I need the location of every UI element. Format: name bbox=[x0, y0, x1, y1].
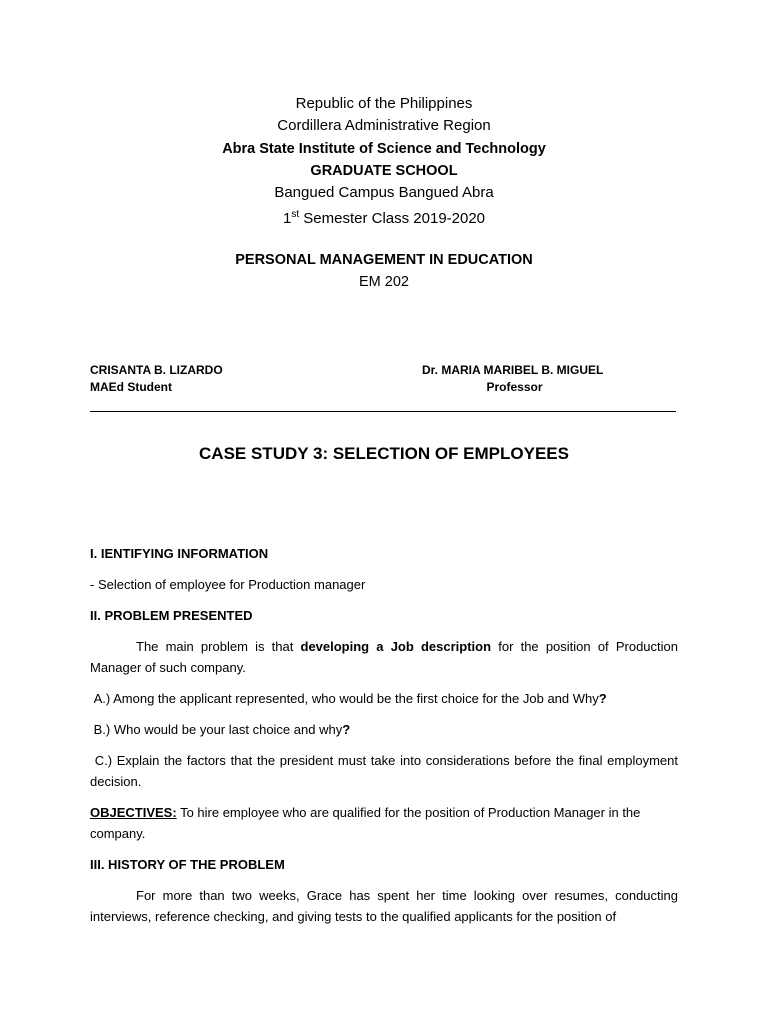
section-2-heading: II. PROBLEM PRESENTED bbox=[90, 608, 253, 623]
problem-text-end: for the position of Production Manager of such company. bbox=[90, 639, 678, 675]
professor-role: Professor bbox=[486, 380, 543, 394]
header-campus: Bangued Campus Bangued Abra bbox=[274, 184, 494, 202]
header-country: Republic of the Philippines bbox=[295, 95, 473, 112]
section-1-text: - Selection of employee for Production manager bbox=[90, 577, 366, 592]
objectives-text: To hire employee who are qualified for the position of Production Manager in the company. bbox=[90, 805, 641, 841]
question-a-mark: ? bbox=[598, 691, 607, 706]
header-institution: Abra State Institute of Science and Technology bbox=[222, 140, 546, 157]
objectives-label: OBJECTIVES: bbox=[90, 805, 177, 820]
question-b-text: B.) Who would be your last choice and why bbox=[93, 722, 343, 737]
professor-block bbox=[422, 362, 607, 396]
header-region: Cordillera Administrative Region bbox=[277, 117, 491, 135]
question-a bbox=[90, 688, 678, 709]
section-1-heading: I. IENTIFYING INFORMATION bbox=[90, 546, 269, 561]
problem-text-start: The main problem is that bbox=[136, 639, 301, 654]
problem-paragraph bbox=[90, 636, 678, 678]
semester-superscript: st bbox=[291, 209, 300, 221]
header-school: GRADUATE SCHOOL bbox=[310, 162, 458, 179]
section-3-heading: III. HISTORY OF THE PROBLEM bbox=[90, 857, 285, 872]
question-c-text: C.) Explain the factors that the president must take into considerations before the final employment decision. bbox=[90, 753, 678, 789]
document-body bbox=[90, 543, 678, 937]
document-header bbox=[0, 93, 768, 231]
semester-text: Semester Class 2019-2020 bbox=[299, 210, 486, 228]
divider-line bbox=[90, 411, 676, 412]
problem-text-bold: developing a Job description bbox=[300, 639, 492, 654]
history-paragraph: For more than two weeks, Grace has spent her time looking over resumes, conducting interviews, reference checking, and giving tests to the qualified applicants for the position of bbox=[90, 888, 678, 924]
objectives-paragraph bbox=[90, 802, 678, 844]
question-c bbox=[90, 750, 678, 792]
student-block bbox=[90, 362, 223, 396]
course-code: EM 202 bbox=[359, 274, 409, 290]
semester-number: 1 bbox=[282, 210, 292, 228]
question-b bbox=[90, 719, 678, 740]
student-name: CRISANTA B. LIZARDO bbox=[90, 363, 223, 377]
course-title: PERSONAL MANAGEMENT IN EDUCATION bbox=[235, 252, 533, 268]
case-study-title: CASE STUDY 3: SELECTION OF EMPLOYEES bbox=[199, 444, 569, 463]
student-role: MAEd Student bbox=[90, 380, 172, 394]
professor-name: Dr. MARIA MARIBEL B. MIGUEL bbox=[422, 363, 604, 377]
question-b-mark: ? bbox=[342, 722, 351, 737]
course-block bbox=[0, 249, 768, 293]
question-a-text: A.) Among the applicant represented, who would be the first choice for the Job and Why bbox=[93, 691, 599, 706]
header-semester bbox=[0, 204, 768, 230]
